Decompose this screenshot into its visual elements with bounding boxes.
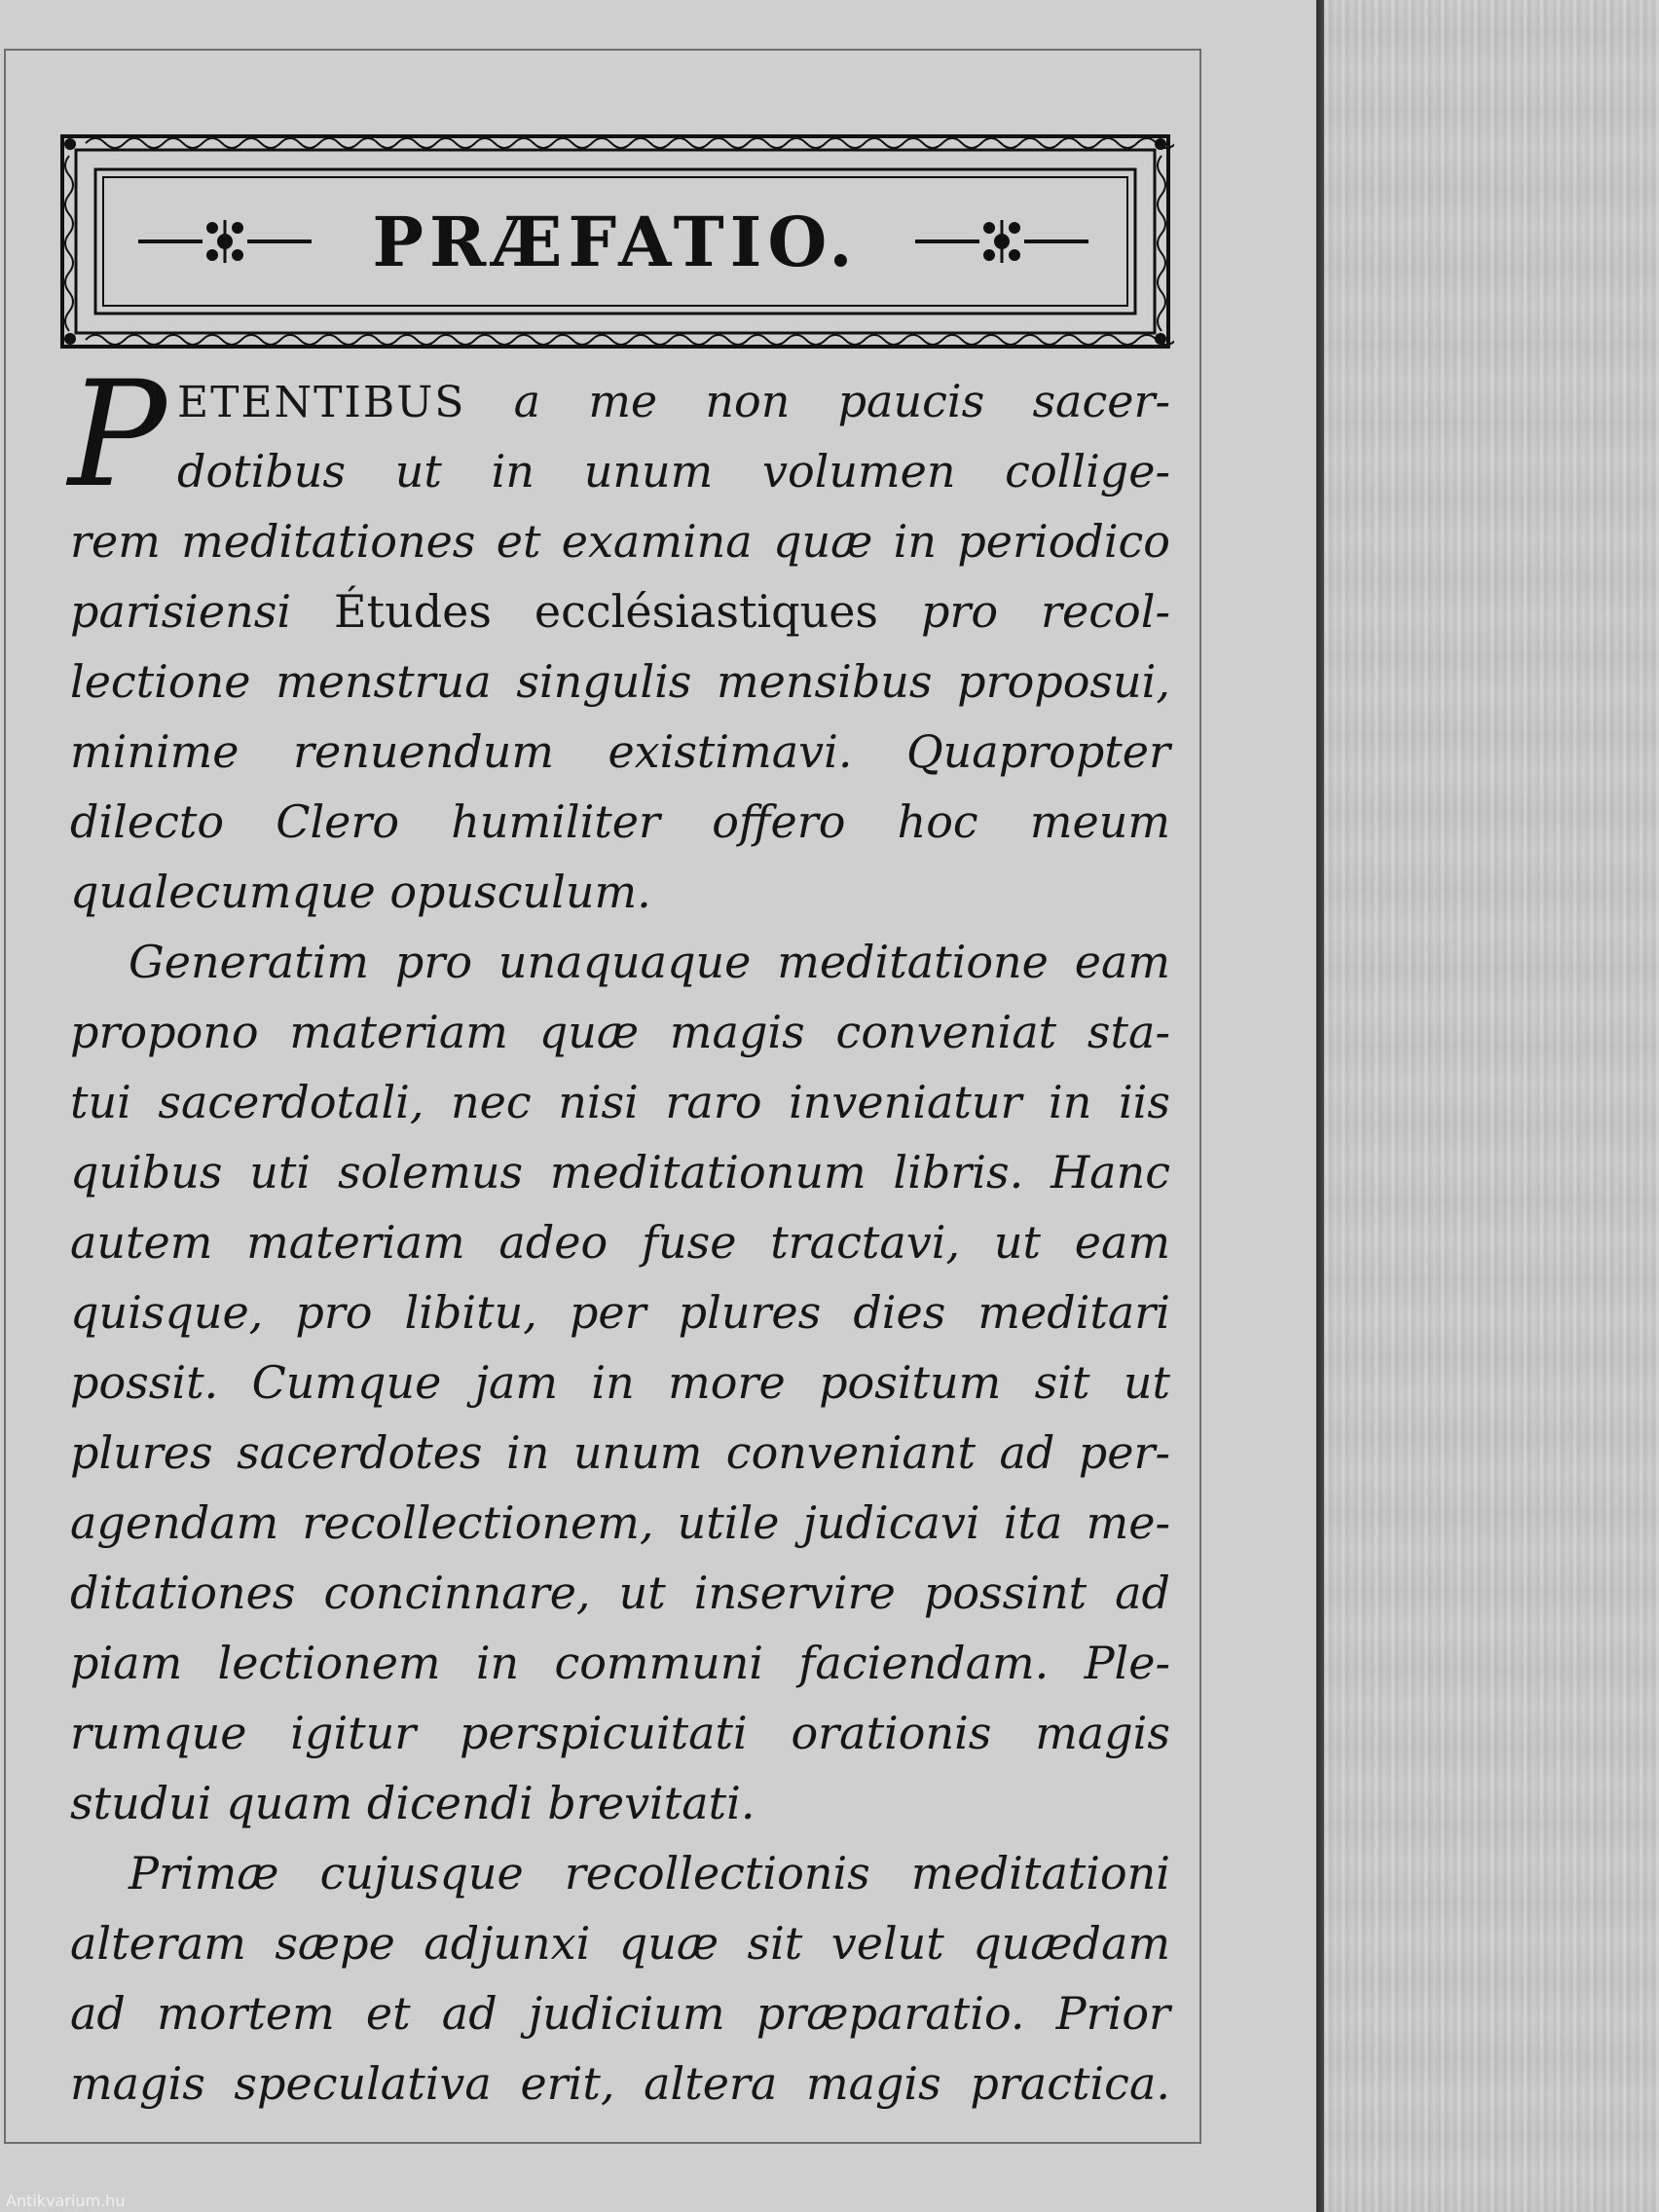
text-line: parisiensi Études ecclésiastiques pro recol- bbox=[70, 585, 1170, 638]
text-line: ad mortem et ad judicium præparatio. Prior bbox=[70, 1987, 1170, 2040]
text-line: autem materiam adeo fuse tractavi, ut eam bbox=[70, 1216, 1170, 1269]
text-line: studui quam dicendi brevitati. bbox=[70, 1777, 756, 1829]
text-line: dotibus ut in unum volumen collige- bbox=[177, 445, 1170, 498]
text-line: Primæ cujusque recollectionis meditationi bbox=[129, 1847, 1170, 1899]
ornamental-heading-frame bbox=[56, 127, 1174, 356]
watermark: Antikvarium.hu bbox=[6, 2192, 126, 2210]
text-line: piam lectionem in communi faciendam. Ple- bbox=[70, 1637, 1170, 1689]
text-line: Generatim pro unaquaque meditatione eam bbox=[129, 936, 1170, 988]
text-line: tui sacerdotali, nec nisi raro inveniatur in iis bbox=[70, 1076, 1170, 1128]
text-line: magis speculativa erit, altera magis practica. bbox=[70, 2057, 1170, 2110]
text-line: ETENTIBUS a me non paucis sacer- bbox=[177, 375, 1170, 427]
page-title: PRÆFATIO. bbox=[372, 201, 859, 282]
text-line: dilecto Clero humiliter offero hoc meum bbox=[70, 795, 1170, 848]
text-line: quisque, pro libitu, per plures dies meditari bbox=[70, 1286, 1170, 1339]
text-line: rem meditationes et examina quæ in periodico bbox=[70, 515, 1170, 568]
text-line: propono materiam quæ magis conveniat sta- bbox=[70, 1006, 1170, 1058]
text-line: ditationes concinnare, ut inservire possint ad bbox=[70, 1567, 1170, 1619]
text-line: lectione menstrua singulis mensibus proposui, bbox=[70, 655, 1170, 708]
text-line: qualecumque opusculum. bbox=[70, 866, 651, 918]
drop-cap: P bbox=[68, 350, 166, 520]
text-line: plures sacerdotes in unum conveniant ad per- bbox=[70, 1426, 1170, 1479]
text-line: alteram sæpe adjunxi quæ sit velut quædam bbox=[70, 1917, 1170, 1970]
text-line: quibus uti solemus meditationum libris. Hanc bbox=[70, 1146, 1170, 1198]
body-text bbox=[70, 366, 1170, 2119]
text-line: minime renuendum existimavi. Quapropter bbox=[70, 725, 1170, 778]
text-line: possit. Cumque jam in more positum sit ut bbox=[70, 1356, 1170, 1409]
wood-background bbox=[1324, 0, 1659, 2212]
text-line: rumque igitur perspicuitati orationis magis bbox=[70, 1707, 1170, 1759]
text-line: agendam recollectionem, utile judicavi ita me- bbox=[70, 1496, 1170, 1549]
